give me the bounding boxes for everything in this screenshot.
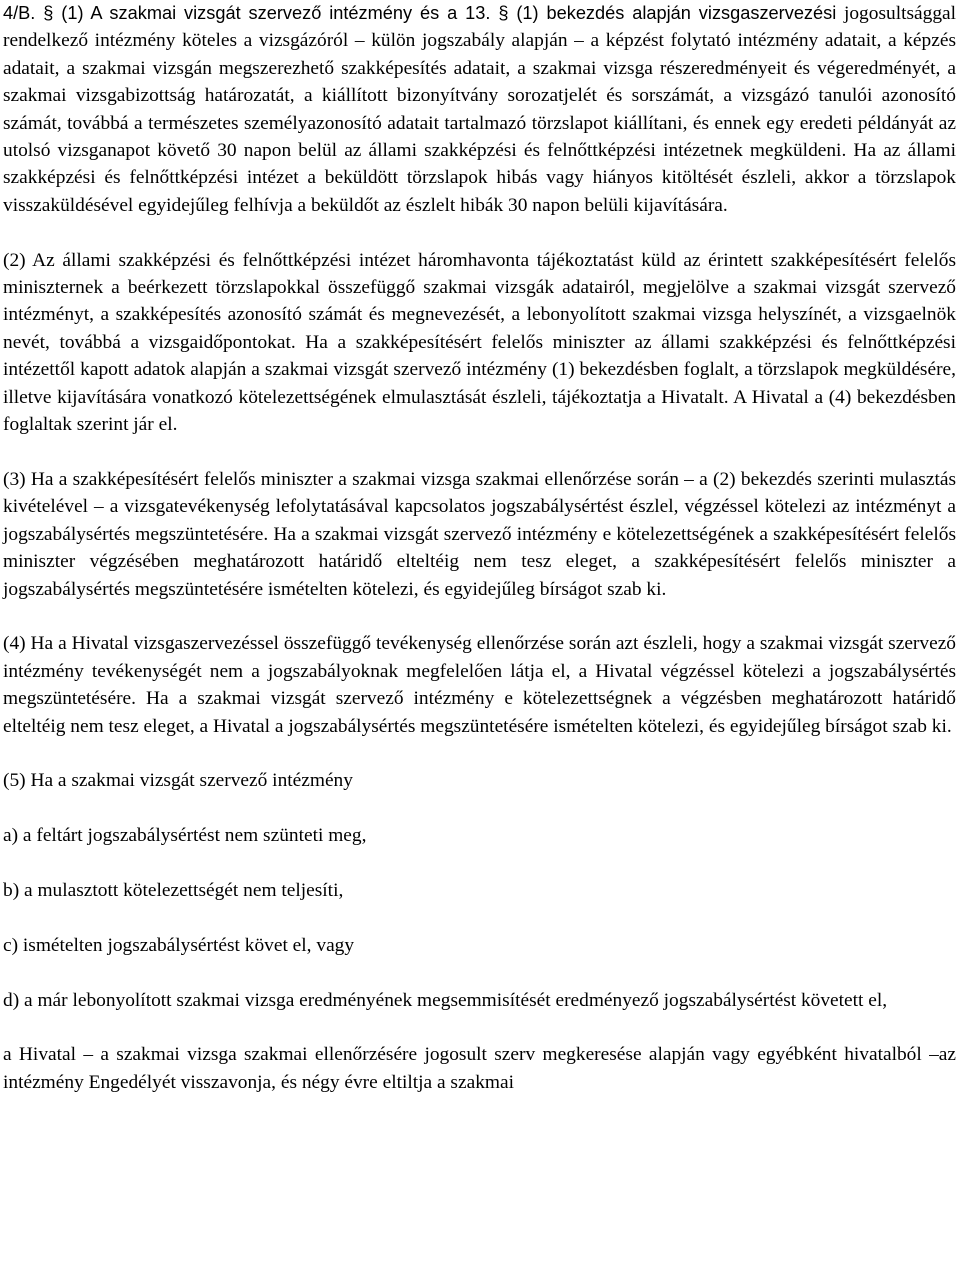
section-heading: 4/B. § (1) A szakmai vizsgát szervező intézmény és a 13. § (1) bekezdés alapján vizsgaszervezési [3,3,837,23]
list-item-d: d) a már lebonyolított szakmai vizsga eredményének megsemmisítését eredményező jogszabálysértést követett el, [3,989,888,1011]
paragraph-4: (4) Ha a Hivatal vizsgaszervezéssel összefüggő tevékenység ellenőrzése során azt észleli, hogy a szakmai vizsgát szervező intézmény tevékenységét nem a jogszabályoknak megfelelően látja el, a Hivatal végzéssel kötelezi a jogszabálysértés megszüntetésére. Ha a szakmai vizsgát szervező intézmény e kötelezettségnek a végzésben meghatározott határidő elteltéig nem tesz eleget, a Hivatal a jogszabálysértés megszüntetésére ismételten kötelezi, és egyidejűleg bírságot szab ki. [3,633,956,737]
paragraph-5-intro: (5) Ha a szakmai vizsgát szervező intézmény [3,770,353,792]
paragraph-3: (3) Ha a szakképesítésért felelős miniszter a szakmai vizsga szakmai ellenőrzése során – a (2) bekezdés szerinti mulasztás kivételével – a vizsgatevékenység lefolytatásával kapcsolatos jogszabálysértést észlel, végzéssel kötelezi az intézményt a jogszabálysértés megszüntetésére. Ha a szakmai vizsgát szervező intézmény e kötelezettségének a szakképesítésért felelős miniszter végzésében meghatározott határidő elteltéig nem tesz eleget, a szakképesítésért felelős miniszter a jogszabálysértés megszüntetésére ismételten kötelezi, és egyidejűleg bírságot szab ki. [3,468,956,600]
list-item-c: c) ismételten jogszabálysértést követ el, vagy [3,934,355,956]
list-item-b: b) a mulasztott kötelezettségét nem teljesíti, [3,879,344,901]
list-item-a: a) a feltárt jogszabálysértést nem szünteti meg, [3,825,367,847]
paragraph-2: (2) Az állami szakképzési és felnőttképzési intézet háromhavonta tájékoztatást küld az érintett szakképesítésért felelős miniszternek a beérkezett törzslapokkal összefüggő szakmai vizsgák adatairól, megjelölve a szakmai vizsgát szervező intézményt, a szakképesítés azonosító számát és megnevezését, a lebonyolított szakmai vizsga helyszínét, a vizsgaelnök nevét, továbbá a vizsgaidőpontokat. Ha a szakképesítésért felelős miniszter az állami szakképzési és felnőttképzési intézettől kapott adatok alapján a szakmai vizsgát szervező intézmény (1) bekezdésben foglalt, a törzslapok megküldésére, illetve kijavítására vonatkozó kötelezettségének elmulasztását észleli, tájékoztatja a Hivatalt. A Hivatal a (4) bekezdésben foglaltak szerint jár el. [3,249,956,436]
paragraph-1 [3,0,956,219]
paragraph-5-closing: a Hivatal – a szakmai vizsga szakmai ellenőrzésére jogosult szerv megkeresése alapján vagy egyébként hivatalból –az intézmény Engedélyét visszavonja, és négy évre eltiltja a szakmai [3,1044,956,1093]
paragraph-1-text: jogosultsággal rendelkező intézmény köteles a vizsgázóról – külön jogszabály alapján – a képzést folytató intézmény adatait, a képzés adatait, a szakmai vizsgán megszerezhető szakképesítés adatait, a szakmai vizsga részeredményeit és végeredményét, a szakmai vizsgabizottság határozatát, a kiállított bizonyítvány sorozatjelét és sorszámát, a vizsgázó tanulói azonosító számát, továbbá a természetes személyazonosító adatait tartalmazó törzslapot kiállítani, és ennek egy eredeti példányát az utolsó vizsganapot követő 30 napon belül az állami szakképzési és felnőttképzési intézetnek megküldeni. Ha az állami szakképzési és felnőttképzési intézet a beküldött törzslapok hibás vagy hiányos kitöltését észleli, akkor a törzslapok visszaküldésével egyidejűleg felhívja a beküldőt az észlelt hibák 30 napon belüli kijavítására. [3,3,957,216]
document-page [3,0,956,1124]
